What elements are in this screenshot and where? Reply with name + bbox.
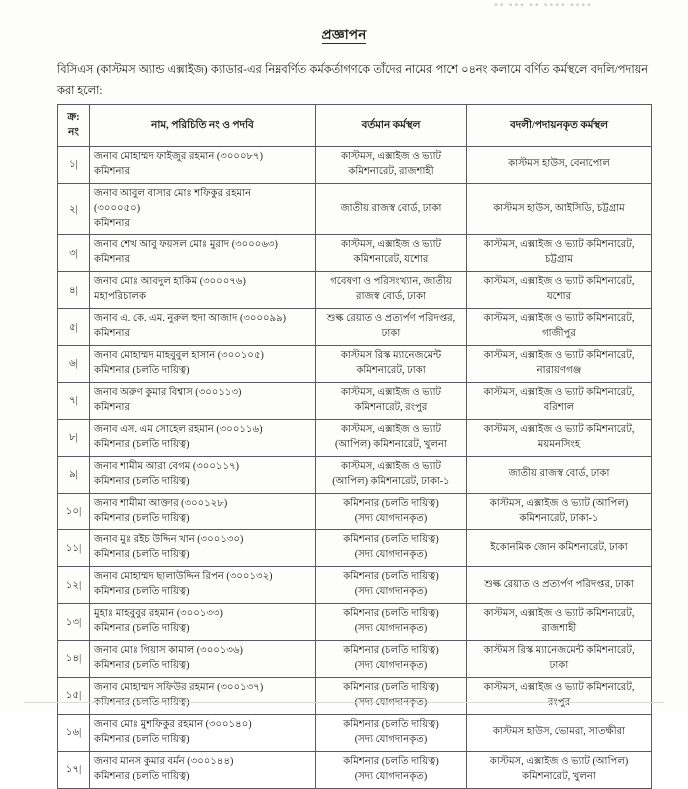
- header-faint-text: •• ••• •• •••• ••••: [493, 1, 592, 11]
- cell-serial: ১২|: [58, 567, 90, 604]
- table-body: [58, 146, 652, 788]
- cell-current-posting-line-1: কাস্টমস, এক্সাইজ ও ভ্যাট: [340, 423, 442, 435]
- cell-officer-name: [90, 146, 316, 183]
- cell-current-posting-line-2: ঢাকা: [381, 328, 401, 340]
- cell-serial: ৩|: [58, 235, 90, 272]
- cell-new-posting-line-2: কমিশনারেট, ঢাকা-১: [519, 512, 599, 524]
- table-row: [58, 183, 652, 235]
- cell-officer-name-line-1: মুহাঃ মাহবুবুর রহমান (৩০০১৩৩): [94, 608, 223, 620]
- cell-officer-name-line-2: কমিশনার: [94, 328, 131, 340]
- table-row: [58, 751, 652, 788]
- cell-officer-name-line-1: জনাব শামীম আরা বেগম (৩০০১১৭): [94, 460, 239, 472]
- cell-officer-name-line-2: কমিশনার: [94, 254, 131, 266]
- table-row: [58, 567, 652, 604]
- cell-new-posting-line-2: চট্টগ্রাম: [545, 254, 573, 266]
- cell-new-posting-line-2: গাজীপুর: [542, 328, 576, 340]
- cell-current-posting-line-1: জাতীয় রাজস্ব বোর্ড, ঢাকা: [340, 202, 442, 214]
- cell-current-posting: [316, 146, 467, 183]
- cell-current-posting: [316, 419, 467, 456]
- cell-current-posting: [316, 382, 467, 419]
- cell-new-posting: [467, 309, 652, 346]
- cell-officer-name-line-1: জনাব শেখ আবু ফয়সল মোঃ মুরাদ (৩০০০৬৩): [94, 239, 278, 251]
- cell-officer-name: [90, 604, 316, 641]
- cell-current-posting-line-2: (সদ্য যোগদানকৃত): [354, 512, 428, 524]
- column-header-name: নাম, পরিচিতি নং ও পদবি: [90, 105, 316, 147]
- cell-new-posting: [467, 567, 652, 604]
- cell-new-posting-line-2: ঢাকা: [549, 660, 569, 672]
- table-row: [58, 641, 652, 678]
- cell-officer-name: [90, 346, 316, 383]
- cell-current-posting-line-2: (সদ্য যোগদানকৃত): [354, 733, 428, 745]
- cell-serial: ৫|: [58, 309, 90, 346]
- cell-new-posting-line-1: ইকোনমিক জোন কমিশনারেট, ঢাকা: [490, 541, 628, 553]
- cell-new-posting: [467, 382, 652, 419]
- cell-officer-name-line-1: জনাব আবুল বাসার মোঃ শফিকুর রহমান: [94, 187, 252, 199]
- cell-officer-name-line-1: জনাব মোঃ মুশফিকুর রহমান (৩০০১৪০): [94, 718, 252, 730]
- cell-officer-name-line-1: জনাব মোহাম্মদ মাহবুবুল হাসান (৩০০১০৫): [94, 350, 264, 362]
- cell-new-posting: [467, 456, 652, 493]
- cell-current-posting: [316, 604, 467, 641]
- cell-officer-name: [90, 309, 316, 346]
- cell-officer-name-line-2: কমিশনার (চলতি দায়িত্ব): [94, 770, 190, 782]
- cell-serial: ১৩|: [58, 604, 90, 641]
- cell-serial: ১৪|: [58, 641, 90, 678]
- cell-new-posting-line-2: [471, 696, 647, 711]
- cell-current-posting-line-1: গবেষণা ও পরিসংখ্যান, জাতীয়: [330, 276, 452, 288]
- cell-officer-name: [90, 272, 316, 309]
- column-header-serial: ক্র: নং: [58, 105, 90, 147]
- cell-new-posting-line-2: কমিশনারেট, খুলনা: [522, 770, 596, 782]
- cell-new-posting-line-1: শুল্ক রেয়াত ও প্রত্যর্পণ পরিদপ্তর, ঢাকা: [484, 578, 634, 590]
- cell-current-posting-line-2: (আপিল) কমিশনারেট, ঢাকা-১: [332, 475, 450, 487]
- cell-current-posting: [316, 456, 467, 493]
- cell-new-posting-line-1: কাস্টমস, এক্সাইজ ও ভ্যাট কমিশনারেট,: [483, 350, 635, 362]
- cell-officer-name-line-1: জনাব মোঃ আবদুল হাকিম (৩০০০৭৬): [94, 276, 246, 288]
- cell-new-posting-line-1: কাস্টমস হাউস, ভোমরা, সাতক্ষীরা: [492, 726, 626, 738]
- cell-current-posting: [316, 235, 467, 272]
- cell-officer-name: [90, 714, 316, 751]
- cell-officer-name: [90, 456, 316, 493]
- cell-current-posting: [316, 272, 467, 309]
- cell-officer-name-line-2: (৩০০০৫০): [94, 202, 141, 214]
- cell-current-posting-line-1: কাস্টমস রিস্ক ম্যানেজমেন্ট: [340, 350, 442, 362]
- cell-new-posting: [467, 235, 652, 272]
- cell-new-posting: [467, 146, 652, 183]
- cell-serial: ১০|: [58, 493, 90, 530]
- cell-new-posting-line-2: নারায়ণগঞ্জ: [536, 365, 582, 377]
- cell-serial: ৯|: [58, 456, 90, 493]
- cell-officer-name-line-1: জনাব মোহাম্মদ ছালাউদ্দিন রিপন (৩০০১৩২): [94, 571, 273, 583]
- cell-officer-name-line-2: কমিশনার (চলতি দায়িত্ব): [94, 623, 190, 635]
- cell-current-posting: [316, 567, 467, 604]
- cell-officer-name: [90, 419, 316, 456]
- cell-new-posting: [467, 751, 652, 788]
- table-row: [58, 493, 652, 530]
- cell-current-posting-line-2: (সদ্য যোগদানকৃত): [354, 660, 428, 672]
- cell-new-posting: [467, 419, 652, 456]
- column-header-new-posting: বদলী/পদায়নকৃত কর্মস্থল: [467, 105, 652, 147]
- cell-officer-name-line-1: জনাব মানস কুমার বর্মন (৩০০১৪৪): [94, 755, 234, 767]
- cell-officer-name-line-2: কমিশনার (চলতি দায়িত্ব): [94, 586, 190, 598]
- cell-officer-name-line-2: কমিশনার: [94, 401, 131, 413]
- cell-serial: ১|: [58, 146, 90, 183]
- cell-officer-name: [90, 235, 316, 272]
- cell-current-posting-line-2: কমিশনারেট, ঢাকা: [356, 365, 426, 377]
- cell-new-posting-line-1: কাস্টমস, এক্সাইজ ও ভ্যাট কমিশনারেট,: [483, 276, 635, 288]
- cell-current-posting-line-1: কমিশনার (চলতি দায়িত্ব): [343, 571, 439, 583]
- cell-current-posting-line-2: (আপিল) কমিশনারেট, খুলনা: [334, 438, 447, 450]
- cell-new-posting-line-1: কাস্টমস, এক্সাইজ ও ভ্যাট কমিশনারেট,: [483, 386, 635, 398]
- cell-current-posting-line-2: [320, 696, 462, 711]
- cell-new-posting-line-1: কাস্টমস, এক্সাইজ ও ভ্যাট (আপিল): [489, 755, 629, 767]
- cell-current-posting-line-1: কমিশনার (চলতি দায়িত্ব): [343, 681, 439, 693]
- cell-officer-name-line-2: কমিশনার (চলতি দায়িত্ব): [94, 549, 190, 561]
- cell-serial: ৮|: [58, 419, 90, 456]
- cell-serial: ২|: [58, 183, 90, 235]
- table-header-row: [58, 105, 652, 147]
- cell-officer-name: [90, 677, 316, 714]
- cell-officer-name: [90, 641, 316, 678]
- cell-officer-name: [90, 493, 316, 530]
- cell-serial: ১১|: [58, 530, 90, 567]
- cell-current-posting-line-1: কমিশনার (চলতি দায়িত্ব): [343, 608, 439, 620]
- cell-new-posting: [467, 677, 652, 714]
- table-row: [58, 382, 652, 419]
- cell-new-posting: [467, 493, 652, 530]
- cell-officer-name: [90, 530, 316, 567]
- cell-current-posting-line-2: কমিশনারেট, যশোর: [353, 254, 429, 266]
- cell-current-posting: [316, 346, 467, 383]
- cell-new-posting-line-1: কাস্টমস হাউস, আইসিডি, চট্টগ্রাম: [493, 202, 625, 214]
- table-row: [58, 677, 652, 714]
- cell-current-posting-line-2: কমিশনারেট, রংপুর: [354, 401, 428, 413]
- cell-current-posting: [316, 677, 467, 714]
- cell-new-posting-line-1: কাস্টমস, এক্সাইজ ও ভ্যাট কমিশনারেট,: [483, 608, 635, 620]
- intro-paragraph: বিসিএস (কাস্টমস অ্যান্ড এক্সাইজ) ক্যাডার-এর নিম্নবর্ণিত কর্মকর্তাগণকে তাঁদের নামের পাশে ০৪নং কলামে বর্ণিত কর্মস্থলে বদলি/পদায়ন করা হলো:: [57, 64, 648, 97]
- cell-officer-name-line-2: কমিশনার: [94, 165, 131, 177]
- cell-new-posting: [467, 604, 652, 641]
- footer-divider: [24, 702, 664, 703]
- page-title-text: প্রজ্ঞাপন: [321, 27, 367, 42]
- cell-current-posting-line-1: কাস্টমস, এক্সাইজ ও ভ্যাট: [340, 150, 442, 162]
- cell-officer-name-line-1: জনাব অরুণ কুমার বিশ্বাস (৩০০১১৩): [94, 386, 242, 398]
- cell-current-posting-line-1: কাস্টমস, এক্সাইজ ও ভ্যাট: [340, 386, 442, 398]
- cell-current-posting-line-1: কমিশনার (চলতি দায়িত্ব): [343, 718, 439, 730]
- cell-officer-name-line-2: কমিশনার (চলতি দায়িত্ব): [94, 733, 190, 745]
- cell-new-posting: [467, 530, 652, 567]
- cell-current-posting-line-1: কাস্টমস, এক্সাইজ ও ভ্যাট: [340, 239, 442, 251]
- cell-officer-name-line-1: জনাব মোহাম্মদ সফিউর রহমান (৩০০১৩৭): [94, 681, 264, 693]
- cell-new-posting-line-1: কাস্টমস, এক্সাইজ ও ভ্যাট কমিশনারেট,: [483, 423, 635, 435]
- cell-current-posting-line-1: কমিশনার (চলতি দায়িত্ব): [343, 755, 439, 767]
- cell-officer-name-line-2: কমিশনার (চলতি দায়িত্ব): [94, 512, 190, 524]
- table-row: [58, 604, 652, 641]
- cell-current-posting: [316, 309, 467, 346]
- cell-new-posting-line-1: কাস্টমস, এক্সাইজ ও ভ্যাট কমিশনারেট,: [483, 681, 635, 693]
- cell-officer-name-line-2: [94, 696, 311, 711]
- cell-officer-name-line-1: জনাব শামীমা আক্তার (৩০০১২৮): [94, 497, 228, 509]
- cell-current-posting-line-2: (সদ্য যোগদানকৃত): [354, 549, 428, 561]
- cell-officer-name: [90, 382, 316, 419]
- table-row: [58, 146, 652, 183]
- cell-new-posting-line-1: কাস্টমস রিস্ক ম্যানেজমেন্ট কমিশনারেট,: [483, 645, 635, 657]
- cell-new-posting-line-1: কাস্টমস, এক্সাইজ ও ভ্যাট (আপিল): [489, 497, 629, 509]
- cell-officer-name: [90, 567, 316, 604]
- cell-current-posting-line-2: কমিশনারেট, রাজশাহী: [348, 165, 434, 177]
- cell-officer-name-line-2: মহাপরিচালক: [94, 291, 147, 303]
- cell-new-posting: [467, 183, 652, 235]
- cell-current-posting-line-1: কমিশনার (চলতি দায়িত্ব): [343, 645, 439, 657]
- cell-officer-name-line-2: কমিশনার (চলতি দায়িত্ব): [94, 365, 190, 377]
- cell-new-posting-line-2: যশোর: [546, 291, 572, 303]
- cell-current-posting-line-1: শুল্ক রেয়াত ও প্রত্যর্পণ পরিদপ্তর,: [326, 313, 456, 325]
- cell-officer-name-line-1: জনাব এস. এম সোহেল রহমান (৩০০১১৬): [94, 423, 263, 435]
- cell-current-posting: [316, 751, 467, 788]
- column-header-current-posting: বর্তমান কর্মস্থল: [316, 105, 467, 147]
- cell-new-posting-line-2: বরিশাল: [543, 401, 575, 413]
- cell-new-posting: [467, 272, 652, 309]
- cell-new-posting-line-2: ময়মনসিংহ: [537, 438, 581, 450]
- cell-officer-name-line-1: জনাব মুঃ রইচ উদ্দিন খান (৩০০১৩০): [94, 534, 244, 546]
- table-row: [58, 714, 652, 751]
- cell-serial: ১৫|: [58, 677, 90, 714]
- table-row: [58, 530, 652, 567]
- cell-current-posting: [316, 493, 467, 530]
- transfer-table: [57, 104, 652, 789]
- cell-serial: ৬|: [58, 346, 90, 383]
- table-row: [58, 419, 652, 456]
- cell-current-posting-line-1: কমিশনার (চলতি দায়িত্ব): [343, 534, 439, 546]
- cell-officer-name-line-1: জনাব মোহাম্মদ ফাইজুর রহমান (৩০০০৮৭): [94, 150, 263, 162]
- table-header: [58, 105, 652, 147]
- cell-officer-name-line-2: কমিশনার (চলতি দায়িত্ব): [94, 438, 190, 450]
- cell-officer-name: [90, 751, 316, 788]
- cell-current-posting-line-1: কমিশনার (চলতি দায়িত্ব): [343, 497, 439, 509]
- transfer-table-wrapper: [57, 104, 651, 789]
- cell-officer-name-line-1: জনাব এ. কে. এম. নুরুল হুদা আজাদ (৩০০০৯৯): [94, 313, 287, 325]
- cell-current-posting: [316, 530, 467, 567]
- cell-officer-name-line-3: কমিশনার: [94, 217, 131, 229]
- table-row: [58, 272, 652, 309]
- cell-new-posting: [467, 714, 652, 751]
- cell-current-posting-line-2: (সদ্য যোগদানকৃত): [354, 586, 428, 598]
- cell-new-posting-line-1: কাস্টমস হাউস, বেনাপোল: [508, 158, 610, 170]
- cell-serial: ৭|: [58, 382, 90, 419]
- cell-officer-name-line-2: কমিশনার (চলতি দায়িত্ব): [94, 660, 190, 672]
- cell-new-posting-line-1: জাতীয় রাজস্ব বোর্ড, ঢাকা: [508, 468, 610, 480]
- cell-officer-name: [90, 183, 316, 235]
- table-row: [58, 346, 652, 383]
- cell-current-posting-line-2: রাজস্ব বোর্ড, ঢাকা: [356, 291, 426, 303]
- table-row: [58, 309, 652, 346]
- cell-current-posting: [316, 183, 467, 235]
- cell-officer-name-line-2: কমিশনার (চলতি দায়িত্ব): [94, 475, 190, 487]
- cell-serial: ১৬|: [58, 714, 90, 751]
- table-row: [58, 235, 652, 272]
- table-row: [58, 456, 652, 493]
- cell-new-posting: [467, 641, 652, 678]
- cell-current-posting: [316, 714, 467, 751]
- cell-current-posting-line-1: কাস্টমস, এক্সাইজ ও ভ্যাট: [340, 460, 442, 472]
- cell-current-posting-line-2: (সদ্য যোগদানকৃত): [354, 623, 428, 635]
- cell-serial: ৪|: [58, 272, 90, 309]
- cell-current-posting-line-2: (সদ্য যোগদানকৃত): [354, 770, 428, 782]
- cell-officer-name-line-1: জনাব মোঃ গিয়াস কামাল (৩০০১৩৬): [94, 645, 243, 657]
- cell-new-posting: [467, 346, 652, 383]
- cell-new-posting-line-2: রাজশাহী: [541, 623, 577, 635]
- cell-new-posting-line-1: কাস্টমস, এক্সাইজ ও ভ্যাট কমিশনারেট,: [483, 313, 635, 325]
- cell-current-posting: [316, 641, 467, 678]
- cell-new-posting-line-1: কাস্টমস, এক্সাইজ ও ভ্যাট কমিশনারেট,: [483, 239, 635, 251]
- cell-serial: ১৭|: [58, 751, 90, 788]
